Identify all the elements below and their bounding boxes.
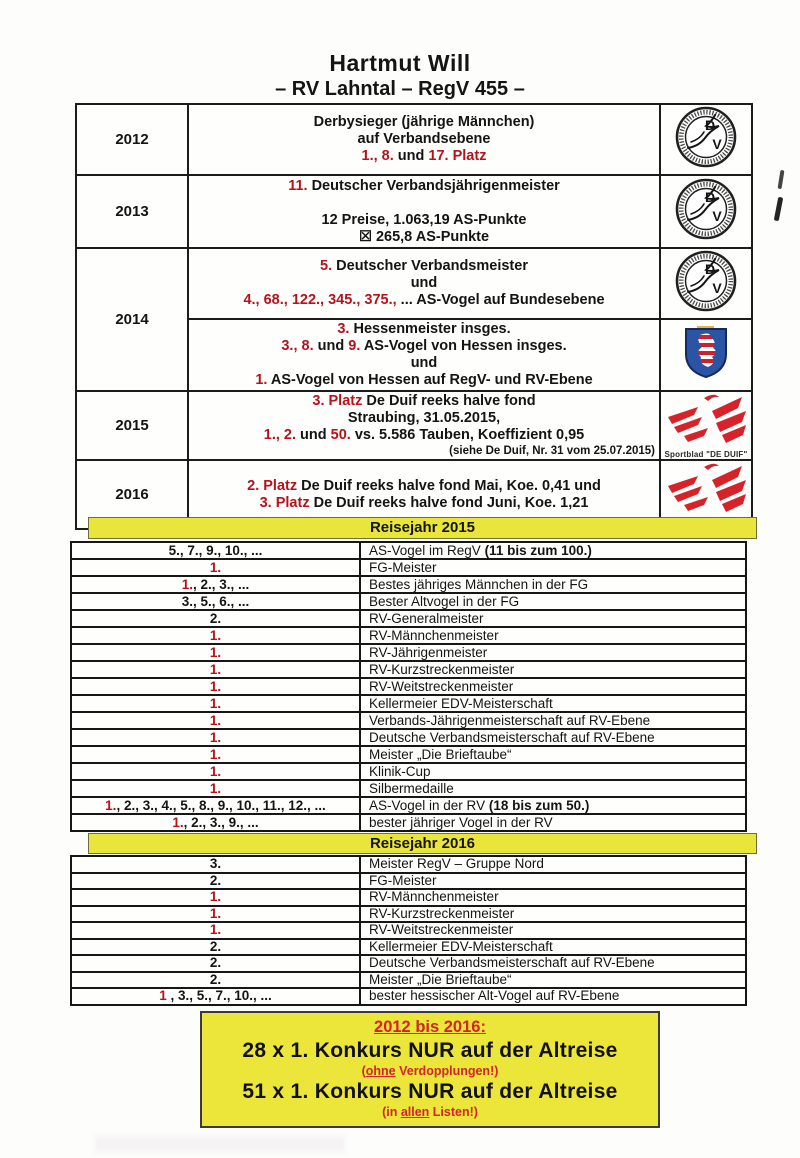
season-2015-row	[71, 644, 746, 661]
text-segment: , 2., 3., 9., ...	[183, 815, 259, 830]
achievement-cell	[188, 319, 660, 391]
text-segment: Deutscher Verbandsjährigenmeister	[307, 177, 560, 194]
page-title: Hartmut Will	[329, 50, 471, 76]
text-segment: (18 bis zum 50.)	[488, 798, 590, 813]
season-2015-row	[71, 542, 746, 559]
year-cell: 2016	[76, 460, 188, 529]
pen-mark-artifact	[774, 197, 783, 222]
text-segment: 2.	[209, 955, 222, 970]
season-2016-row	[71, 856, 746, 873]
summary-note-2	[202, 1105, 658, 1120]
achievement-line	[189, 410, 659, 427]
season-2016-results-table	[70, 855, 747, 1006]
season-2015-row	[71, 746, 746, 763]
category-cell	[360, 644, 746, 661]
page-subtitle: – RV Lahntal – RegV 455 –	[275, 78, 525, 100]
text-segment: , 2., 3., 4., 5., 8., 9., 10., 11., 12., ...	[116, 798, 326, 813]
achievement-line	[189, 258, 659, 275]
text-segment: Bester Altvogel in der FG	[369, 594, 520, 609]
text-segment: 11.	[288, 177, 308, 194]
text-segment: Listen!)	[429, 1105, 478, 1119]
season-2016-header-band: Reisejahr 2016	[88, 833, 757, 854]
text-segment: 1.	[209, 560, 222, 575]
logo-cell	[660, 104, 752, 175]
scan-smudge-artifact	[95, 1136, 345, 1152]
text-segment: Deutsche Verbandsmeisterschaft auf RV-Ebene	[369, 955, 655, 970]
season-2015-header-band: Reisejahr 2015	[88, 517, 757, 539]
season-2015-row	[71, 780, 746, 797]
category-cell	[360, 678, 746, 695]
category-cell	[360, 873, 746, 890]
text-segment: und	[410, 355, 438, 371]
text-segment: 1.	[172, 815, 184, 830]
text-segment: 1.	[181, 577, 193, 592]
logo-cell	[660, 248, 752, 319]
text-segment	[422, 195, 426, 211]
placements-cell	[71, 939, 360, 956]
text-segment: 1.	[209, 628, 222, 643]
year-cell: 2015	[76, 391, 188, 460]
category-cell	[360, 746, 746, 763]
text-segment: , 2., 3., ...	[192, 577, 250, 592]
category-cell	[360, 661, 746, 678]
placements-cell	[71, 542, 360, 559]
text-segment: 1.	[209, 730, 222, 745]
text-segment: Deutscher Verbandsmeister	[332, 258, 528, 274]
achievement-line	[189, 338, 659, 355]
placements-cell	[71, 988, 360, 1005]
category-cell	[360, 889, 746, 906]
category-cell	[360, 797, 746, 814]
achievement-line	[189, 372, 659, 389]
text-segment: allen	[400, 1105, 430, 1119]
placements-cell	[71, 593, 360, 610]
text-segment: 5., 7., 9., 10., ...	[168, 543, 263, 558]
text-segment: 9.	[348, 338, 361, 354]
text-segment: Straubing, 31.05.2015,	[347, 410, 501, 426]
text-segment: Klinik-Cup	[369, 764, 431, 779]
placements-cell	[71, 972, 360, 989]
text-segment: 2. Platz	[247, 477, 298, 494]
achievement-cell	[188, 248, 660, 319]
category-cell	[360, 610, 746, 627]
text-segment: , 3., 5., 7., 10., ...	[166, 988, 272, 1003]
placements-cell	[71, 729, 360, 746]
category-cell	[360, 763, 746, 780]
honors-row-2015	[76, 391, 752, 460]
year-cell: 2013	[76, 175, 188, 248]
placements-cell	[71, 610, 360, 627]
season-2016-row	[71, 955, 746, 972]
placements-cell	[71, 763, 360, 780]
text-segment: Kellermeier EDV-Meisterschaft	[369, 696, 553, 711]
category-cell	[360, 972, 746, 989]
achievement-line	[189, 292, 659, 309]
text-segment: 3. Platz	[259, 494, 310, 511]
category-cell	[360, 939, 746, 956]
honors-row-2012	[76, 104, 752, 175]
text-segment: (in	[382, 1105, 401, 1119]
text-segment: De Duif reeks halve fond Juni, Koe. 1,21	[309, 494, 589, 511]
text-segment: bester hessischer Alt-Vogel auf RV-Ebene	[369, 988, 620, 1003]
placements-cell	[71, 644, 360, 661]
category-cell	[360, 780, 746, 797]
achievement-line	[189, 444, 659, 458]
text-segment: Derbysieger (jährige Männchen)	[313, 114, 535, 130]
season-2015-row	[71, 814, 746, 831]
achievement-line	[189, 114, 659, 131]
placements-cell	[71, 797, 360, 814]
logo-cell	[660, 319, 752, 391]
text-segment: RV-Jährigenmeister	[369, 645, 488, 660]
honors-row-2014-1	[76, 248, 752, 319]
text-segment: De Duif reeks halve fond	[362, 393, 536, 409]
text-segment: AS-Vogel von Hessen auf RegV- und RV-Ebene	[267, 372, 593, 388]
text-segment: FG-Meister	[369, 872, 437, 888]
text-segment: AS-Vogel in der RV	[369, 798, 489, 813]
text-segment: ☒ 265,8 AS-Punkte	[358, 228, 490, 245]
text-segment: RV-Kurzstreckenmeister	[369, 905, 515, 921]
category-cell	[360, 955, 746, 972]
placements-cell	[71, 889, 360, 906]
dv-verband-seal-icon	[674, 177, 738, 241]
text-segment: auf Verbandsebene	[357, 131, 491, 147]
text-segment: Hessenmeister insges.	[349, 321, 511, 337]
achievement-line	[189, 212, 659, 229]
achievement-cell	[188, 175, 660, 248]
text-segment: 1.	[209, 645, 222, 660]
summary-note-1	[202, 1064, 658, 1079]
text-segment: 1.	[255, 372, 268, 388]
text-segment: und	[410, 275, 438, 291]
placements-cell	[71, 856, 360, 873]
svg-text:D: D	[704, 189, 716, 205]
season-2015-row	[71, 661, 746, 678]
category-cell	[360, 712, 746, 729]
svg-text:V: V	[712, 208, 722, 224]
year-cell: 2012	[76, 104, 188, 175]
achievement-line	[189, 495, 659, 512]
season-2015-row	[71, 729, 746, 746]
text-segment: 3.	[337, 321, 350, 337]
text-segment: Deutsche Verbandsmeisterschaft auf RV-Ebene	[369, 730, 655, 745]
text-segment: De Duif reeks halve fond Mai, Koe. 0,41 und	[297, 477, 601, 494]
text-segment: 1.	[105, 798, 117, 813]
season-2016-row	[71, 972, 746, 989]
text-segment: 1	[159, 988, 167, 1003]
placements-cell	[71, 627, 360, 644]
category-cell	[360, 922, 746, 939]
category-cell	[360, 593, 746, 610]
placements-cell	[71, 695, 360, 712]
text-segment: 1.	[209, 747, 222, 762]
season-2015-results-table	[70, 541, 747, 832]
season-2015-row	[71, 559, 746, 576]
pen-mark-artifact	[778, 170, 785, 189]
text-segment: 1., 2.	[263, 427, 296, 443]
text-segment: 3.	[209, 856, 222, 871]
season-2015-row	[71, 627, 746, 644]
category-cell	[360, 906, 746, 923]
honors-by-year-table	[75, 103, 753, 530]
text-segment: AS-Vogel von Hessen insges.	[360, 338, 567, 354]
svg-text:V: V	[712, 136, 722, 152]
season-2015-row	[71, 593, 746, 610]
text-segment: 4., 68., 122., 345., 375.,	[243, 292, 397, 308]
placements-cell	[71, 661, 360, 678]
document-header	[0, 50, 800, 101]
summary-heading: 2012 bis 2016:	[374, 1018, 486, 1036]
achievement-line	[189, 178, 659, 195]
achievement-cell	[188, 391, 660, 460]
text-segment: und	[313, 338, 349, 354]
text-segment: 3., 8.	[281, 338, 314, 354]
season-2015-row	[71, 712, 746, 729]
season-2016-row	[71, 906, 746, 923]
season-2015-row	[71, 763, 746, 780]
placements-cell	[71, 906, 360, 923]
text-segment: Meister „Die Brieftaube“	[369, 971, 512, 987]
placements-cell	[71, 678, 360, 695]
text-segment: 2.	[209, 938, 222, 954]
achievement-line	[189, 229, 659, 246]
text-segment: 1.	[209, 922, 222, 937]
season-2016-row	[71, 889, 746, 906]
text-segment: RV-Generalmeister	[369, 611, 484, 626]
text-segment: Silbermedaille	[369, 781, 454, 796]
text-segment: 2.	[209, 872, 222, 888]
category-cell	[360, 627, 746, 644]
hessen-coat-of-arms-icon	[684, 326, 728, 380]
text-segment: Verdopplungen!)	[395, 1064, 499, 1078]
category-cell	[360, 729, 746, 746]
category-cell	[360, 695, 746, 712]
summary-line-1: 28 x 1. Konkurs NUR auf der Altreise	[242, 1039, 618, 1062]
text-segment: RV-Männchenmeister	[369, 889, 499, 904]
text-segment: 1.	[209, 781, 222, 796]
placements-cell	[71, 576, 360, 593]
svg-text:D: D	[704, 117, 716, 133]
text-segment: RV-Kurzstreckenmeister	[369, 662, 515, 677]
achievement-line	[189, 321, 659, 338]
text-segment: 1.	[209, 889, 222, 904]
text-segment: (siehe De Duif, Nr. 31 vom 25.07.2015)	[449, 445, 655, 457]
text-segment: 5.	[320, 258, 333, 274]
placements-cell	[71, 955, 360, 972]
category-cell	[360, 576, 746, 593]
text-segment: ohne	[365, 1064, 396, 1078]
achievement-cell	[188, 104, 660, 175]
text-segment: 3., 5., 6., ...	[181, 594, 250, 609]
season-2016-row	[71, 922, 746, 939]
text-segment: Meister RegV – Gruppe Nord	[369, 856, 544, 871]
text-segment: Kellermeier EDV-Meisterschaft	[369, 938, 553, 954]
honors-row-2013	[76, 175, 752, 248]
summary-line-2: 51 x 1. Konkurs NUR auf der Altreise	[242, 1080, 618, 1103]
achievement-line	[189, 427, 659, 444]
category-cell	[360, 856, 746, 873]
season-2016-row	[71, 939, 746, 956]
achievement-line	[189, 148, 659, 165]
text-segment: 1.	[209, 662, 222, 677]
placements-cell	[71, 780, 360, 797]
text-segment: 12 Preise, 1.063,19 AS-Punkte	[321, 211, 527, 228]
logo-cell	[660, 391, 752, 460]
logo-cell	[660, 175, 752, 248]
text-segment: (	[361, 1064, 366, 1078]
text-segment: Verbands-Jährigenmeisterschaft auf RV-Ebene	[369, 713, 651, 728]
text-segment: AS-Vogel im RegV	[369, 543, 485, 558]
category-cell	[360, 814, 746, 831]
season-2015-row	[71, 797, 746, 814]
season-2016-row	[71, 873, 746, 890]
text-segment: FG-Meister	[369, 560, 437, 575]
achievement-line	[189, 355, 659, 372]
placements-cell	[71, 559, 360, 576]
de-duif-dove-logo-icon	[666, 392, 746, 444]
svg-text:V: V	[712, 280, 722, 296]
achievement-line	[189, 195, 659, 212]
achievement-line	[189, 131, 659, 148]
season-2015-row	[71, 610, 746, 627]
text-segment: vs. 5.586 Tauben, Koeffizient 0,95	[350, 427, 585, 443]
text-segment: (11 bis zum 100.)	[484, 543, 592, 558]
text-segment: ... AS-Vogel auf Bundesebene	[396, 292, 605, 308]
placements-cell	[71, 922, 360, 939]
dv-verband-seal-icon	[674, 105, 738, 169]
text-segment: 1.	[209, 713, 222, 728]
text-segment: 2.	[209, 611, 222, 626]
text-segment: 1.	[209, 679, 222, 694]
achievement-line	[189, 478, 659, 495]
placements-cell	[71, 712, 360, 729]
dv-verband-seal-icon	[674, 249, 738, 313]
text-segment: Bestes jähriges Männchen in der FG	[369, 577, 589, 592]
de-duif-dove-logo-icon	[666, 461, 746, 513]
text-segment: und	[296, 427, 331, 443]
text-segment: 1., 8.	[361, 148, 394, 164]
text-segment: 50.	[330, 427, 351, 443]
text-segment: 17. Platz	[428, 148, 487, 164]
placements-cell	[71, 873, 360, 890]
category-cell	[360, 988, 746, 1005]
text-segment: 3. Platz	[312, 393, 363, 409]
placements-cell	[71, 814, 360, 831]
season-2015-row	[71, 576, 746, 593]
svg-text:D: D	[704, 261, 716, 277]
achievement-line	[189, 393, 659, 410]
text-segment: 1.	[209, 764, 222, 779]
text-segment: RV-Männchenmeister	[369, 628, 499, 643]
year-cell: 2014	[76, 248, 188, 391]
category-cell	[360, 542, 746, 559]
text-segment: RV-Weitstreckenmeister	[369, 679, 514, 694]
text-segment: 2.	[209, 971, 222, 987]
summary-highlight-box	[200, 1011, 660, 1128]
de-duif-caption: Sportblad "DE DUIF"	[664, 450, 748, 459]
text-segment: bester jähriger Vogel in der RV	[369, 815, 553, 830]
season-2015-row	[71, 695, 746, 712]
placements-cell	[71, 746, 360, 763]
text-segment: Meister „Die Brieftaube“	[369, 747, 512, 762]
category-cell	[360, 559, 746, 576]
text-segment: 1.	[209, 905, 222, 921]
text-segment: und	[393, 148, 429, 164]
season-2015-row	[71, 678, 746, 695]
text-segment: 1.	[209, 696, 222, 711]
season-2016-row	[71, 988, 746, 1005]
text-segment: RV-Weitstreckenmeister	[369, 922, 514, 937]
achievement-line	[189, 275, 659, 292]
